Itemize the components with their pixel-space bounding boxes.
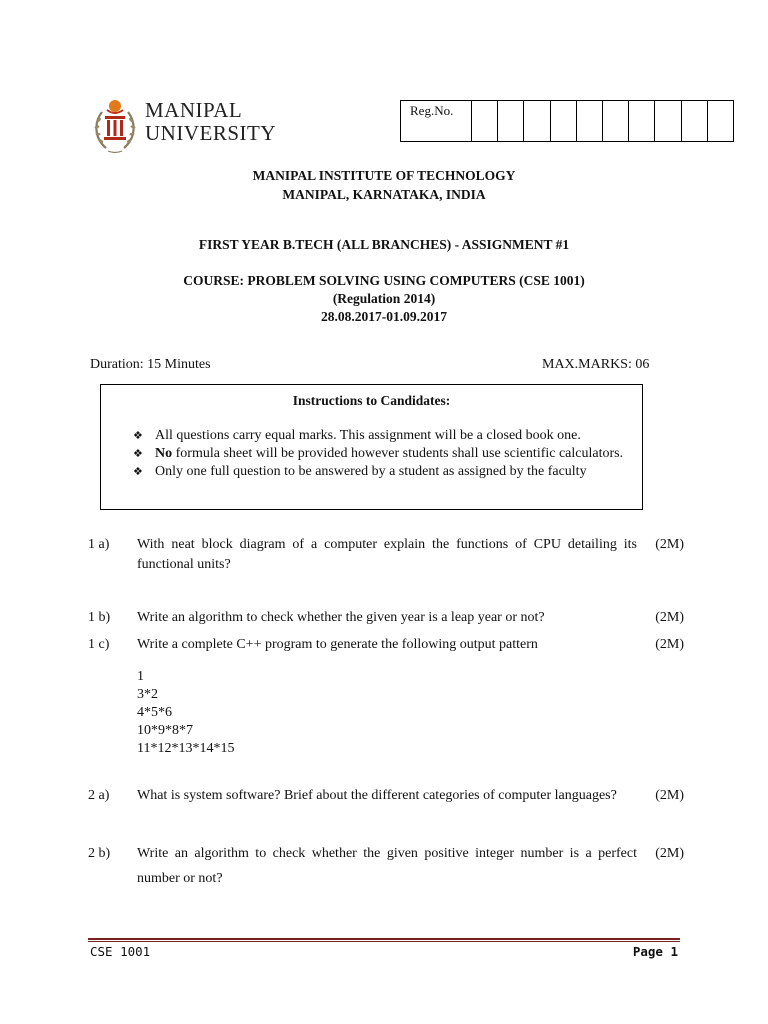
reg-no-box[interactable] (550, 101, 576, 142)
instruction-item (133, 445, 628, 463)
question-text: Write a complete C++ program to generate the following output pattern (137, 637, 538, 652)
reg-no-label: Reg.No. (401, 101, 472, 142)
footer-rule-thin (88, 941, 680, 942)
question-number: 2 b) (88, 846, 111, 861)
university-logo (90, 96, 275, 160)
logo-wordmark (145, 99, 276, 145)
instruction-text (155, 445, 623, 463)
logo-line1: MANIPAL (145, 98, 243, 122)
instruction-text: All questions carry equal marks. This assignment will be a closed book one. (155, 428, 581, 443)
reg-no-box[interactable] (472, 101, 498, 142)
reg-no-box[interactable] (524, 101, 550, 142)
question-text: With neat block diagram of a computer explain the functions of CPU detailing its functional units? (137, 537, 637, 572)
assignment-dates: 28.08.2017-01.09.2017 (321, 309, 447, 324)
course-title: COURSE: PROBLEM SOLVING USING COMPUTERS (CSE 1001) (183, 273, 585, 288)
reg-no-table (400, 100, 734, 142)
duration: Duration: 15 Minutes (90, 357, 211, 372)
manipal-university-crest-icon (90, 96, 140, 158)
output-pattern (137, 668, 234, 758)
reg-no-box[interactable] (655, 101, 681, 142)
logo-line2: UNIVERSITY (145, 121, 276, 145)
footer-rule (88, 938, 680, 940)
instructions-box (100, 384, 643, 510)
pattern-line: 3*2 (137, 687, 158, 702)
reg-no-box[interactable] (498, 101, 524, 142)
question-number: 1 b) (88, 610, 111, 625)
instructions-list (133, 427, 628, 481)
question-text: Write an algorithm to check whether the given positive integer number is a perfect number or not? (137, 846, 637, 886)
reg-no-box[interactable] (707, 101, 733, 142)
reg-no-box[interactable] (576, 101, 602, 142)
reg-no-box[interactable] (629, 101, 655, 142)
question-text: Write an algorithm to check whether the given year is a leap year or not? (137, 610, 545, 625)
instruction-item (133, 463, 628, 481)
pattern-line: 10*9*8*7 (137, 723, 193, 738)
reg-no-box[interactable] (602, 101, 628, 142)
pattern-line: 4*5*6 (137, 705, 172, 720)
question-marks: (2M) (655, 537, 684, 552)
max-marks: MAX.MARKS: 06 (542, 357, 650, 372)
institute-name: MANIPAL INSTITUTE OF TECHNOLOGY (252, 168, 516, 183)
question-marks: (2M) (655, 846, 684, 861)
question-number: 1 a) (88, 537, 110, 552)
diamond-bullet-icon: ❖ (133, 447, 143, 460)
assignment-title: FIRST YEAR B.TECH (ALL BRANCHES) - ASSIGNMENT #1 (198, 237, 570, 252)
question-text: What is system software? Brief about the different categories of computer languages? (137, 788, 617, 803)
diamond-bullet-icon: ❖ (133, 465, 143, 478)
instruction-bold: No (155, 446, 173, 461)
footer-page-number: Page 1 (632, 944, 678, 959)
question-number: 2 a) (88, 788, 110, 803)
instruction-text-rest: formula sheet will be provided however students shall use scientific calculators. (172, 446, 624, 461)
footer-course-code: CSE 1001 (90, 944, 151, 959)
question-number: 1 c) (88, 637, 110, 652)
question-marks: (2M) (655, 610, 684, 625)
reg-no-box[interactable] (681, 101, 707, 142)
regulation: (Regulation 2014) (332, 291, 436, 306)
question-marks: (2M) (655, 637, 684, 652)
institute-location: MANIPAL, KARNATAKA, INDIA (282, 187, 486, 202)
pattern-line: 11*12*13*14*15 (137, 741, 235, 756)
instruction-item (133, 427, 628, 445)
instruction-text: Only one full question to be answered by a student as assigned by the faculty (155, 464, 587, 479)
pattern-line: 1 (137, 669, 144, 684)
question-marks: (2M) (655, 788, 684, 803)
diamond-bullet-icon: ❖ (133, 429, 143, 442)
instructions-title: Instructions to Candidates: (292, 393, 451, 408)
